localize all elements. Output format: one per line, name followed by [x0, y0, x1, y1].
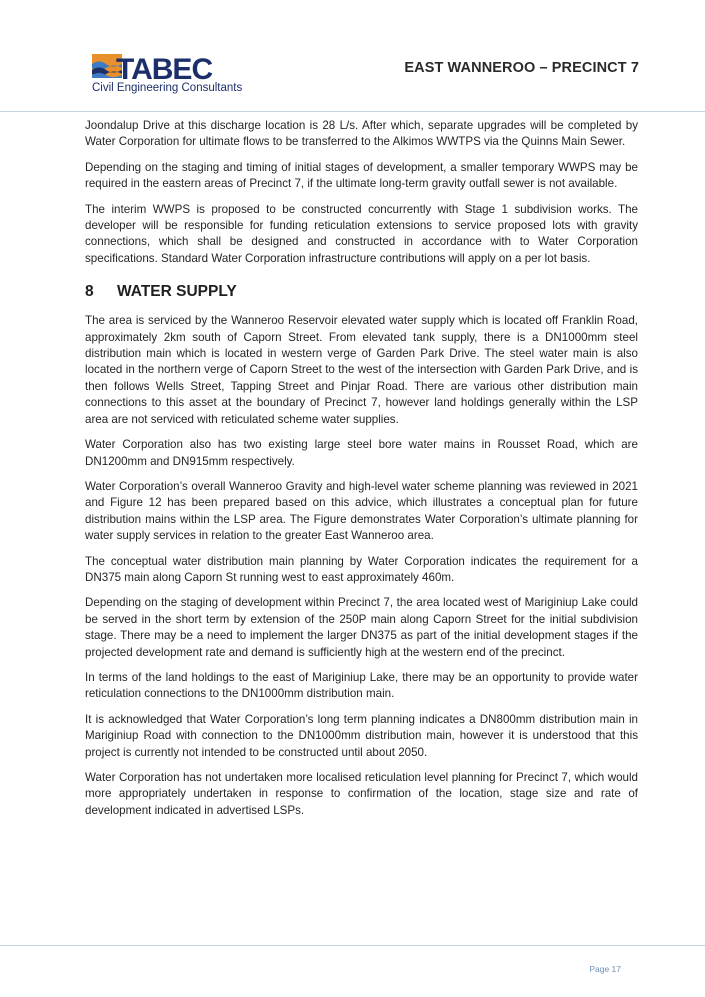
section-title: WATER SUPPLY [117, 283, 237, 301]
body-paragraph: Water Corporation also has two existing large steel bore water mains in Rousset Road, which are DN1200mm and DN915mm respectively. [85, 438, 638, 468]
body-paragraph: The interim WWPS is proposed to be constructed concurrently with Stage 1 subdivision works. The developer will be responsible for funding reticulation extensions to service proposed lots with gravity connections, which shall be designed and constructed in accordance with to Water Corporation specifications. Standard Water Corporation infrastructure contributions will apply on a per lot basis. [85, 202, 638, 265]
header-divider [0, 111, 705, 112]
section-heading [85, 283, 638, 301]
body-paragraph: Water Corporation has not undertaken more localised reticulation level planning for Precinct 7, which would more appropriately undertaken in response to confirmation of the location, stage size and rate of development indicated in advertised LSPs. [85, 771, 638, 817]
logo-subtitle: Civil Engineering Consultants [92, 82, 243, 94]
page-content [85, 118, 638, 828]
body-paragraph: Depending on the staging of development within Precinct 7, the area located west of Mariginiup Lake could be served in the short term by extension of the 250P main along Caporn Street for the initial subdivision stage. There may be a need to implement the larger DN375 as part of the initial development stages if the projected development rate and demand is sufficiently high at the western end of the precinct. [85, 596, 638, 659]
body-paragraph: Joondalup Drive at this discharge location is 28 L/s. After which, separate upgrades will be completed by Water Corporation for ultimate flows to be transferred to the Alkimos WWTPS via the Quinns Main Sewer. [85, 119, 638, 149]
body-paragraph: The area is serviced by the Wanneroo Reservoir elevated water supply which is located off Franklin Road, approximately 2km south of Caporn Street. From elevated tank supply, there is a DN1000mm steel distribution main which is located in western verge of Garden Park Drive. The steel water main is also located in the northern verge of Caporn Street to the west of the intersection with Garden Park Drive, and is then follows Wells Street, Tapping Street and Pinjar Road. There are various other distribution main connections to this asset at the boundary of Precinct 7, however land holdings generally within the LSP area are not serviced with reticulated scheme water supplies. [85, 314, 638, 426]
page-header [0, 0, 705, 112]
body-paragraph: It is acknowledged that Water Corporation’s long term planning indicates a DN800mm distribution main in Mariginiup Road with connection to the DN1000mm distribution main, however it is understood that this project is currently not intended to be constructed until about 2050. [85, 712, 638, 759]
document-title: EAST WANNEROO – PRECINCT 7 [404, 60, 639, 76]
body-paragraph: In terms of the land holdings to the east of Mariginiup Lake, there may be an opportunity to provide water reticulation connections to the DN1000mm distribution main. [85, 670, 638, 701]
body-paragraph: The conceptual water distribution main planning by Water Corporation indicates the requirement for a DN375 main along Caporn St running west to east approximately 460m. [85, 554, 638, 584]
logo-wordmark: TABEC [116, 53, 213, 86]
page-number: Page 17 [589, 964, 621, 974]
tabec-logo [92, 52, 260, 102]
body-paragraph: Depending on the staging and timing of initial stages of development, a smaller temporary WWPS may be required in the eastern areas of Precinct 7, if the ultimate long-term gravity outfall sewer is not available. [85, 160, 638, 191]
body-paragraph: Water Corporation’s overall Wanneroo Gravity and high-level water scheme planning was reviewed in 2021 and Figure 12 has been prepared based on this advice, which illustrates a conceptual plan for future distribution mains within the LSP area. The Figure demonstrates Water Corporation’s ultimate planning for water supply services in relation to the greater East Wanneroo area. [85, 479, 638, 543]
section-number: 8 [85, 283, 94, 301]
footer-divider [0, 945, 705, 946]
